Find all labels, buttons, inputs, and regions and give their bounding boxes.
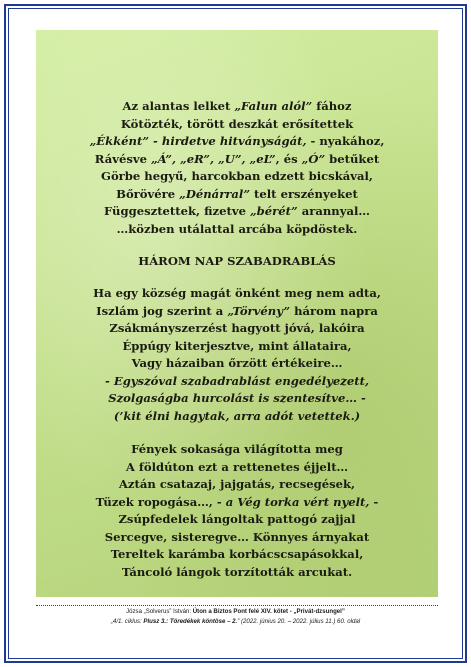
footer-divider bbox=[36, 605, 438, 606]
text-segment: Szolgaságba hurcolást is szentesítve… - bbox=[108, 391, 366, 405]
text-segment: Függesztettek, fizetve bbox=[104, 204, 251, 218]
text-segment: A földúton ezt a rettenetes éjjelt… bbox=[125, 459, 349, 474]
text-segment: Úton a Biztos Pont felé XIV. kötet - „Privát-dzsungel” bbox=[192, 608, 345, 615]
poem-line bbox=[36, 186, 438, 204]
text-segment: Plusz 3.: Töredékek köntöse – 2. bbox=[143, 617, 238, 625]
text-segment: - nyakához, bbox=[306, 134, 385, 148]
footer-line-2 bbox=[10, 617, 461, 627]
poem-line bbox=[36, 116, 438, 134]
stanza-2 bbox=[36, 285, 438, 425]
poem-line bbox=[36, 98, 438, 116]
text-segment: fához bbox=[312, 99, 352, 113]
text-segment: „Á”, „eR”, „U”, „eL” bbox=[151, 151, 276, 166]
text-segment: Fények sokasága világította meg bbox=[131, 442, 343, 456]
poem-line bbox=[36, 221, 438, 239]
text-segment: Görbe hegyű, harcokban edzett bicskával, bbox=[101, 169, 373, 183]
text-segment: „bérét” bbox=[250, 204, 298, 218]
text-segment: Iszlám jog szerint a bbox=[96, 303, 228, 318]
text-segment: Aztán csatazaj, jajgatás, recsegések, bbox=[118, 477, 356, 491]
poem-line bbox=[36, 203, 438, 221]
text-segment: „Falun alól” bbox=[234, 99, 313, 113]
poem-line bbox=[36, 511, 438, 529]
text-segment: - Egyszóval szabadrablást engedélyezett, bbox=[105, 373, 369, 388]
text-segment: Zsákmányszerzést hagyott jóvá, lakóira bbox=[109, 321, 365, 335]
text-segment: Tüzek ropogása…, - bbox=[95, 494, 226, 509]
text-segment: Józsa „Solverus” István: bbox=[126, 608, 193, 615]
stanza-3 bbox=[36, 441, 438, 581]
text-segment: , és bbox=[275, 151, 302, 166]
text-segment: „Dénárral” bbox=[179, 186, 250, 201]
text-segment: a Vég torka vért nyelt, bbox=[225, 494, 370, 509]
poem-line bbox=[36, 303, 438, 321]
text-segment: Tereltek karámba korbácscsapásokkal, bbox=[110, 547, 364, 561]
text-segment: arannyal… bbox=[297, 204, 370, 218]
text-segment: Rávésve bbox=[94, 151, 151, 166]
poem-line bbox=[36, 459, 438, 477]
poem-line bbox=[36, 546, 438, 564]
text-segment: ” (2022. június 20. – 2022. július 11.) 60. oldal bbox=[237, 617, 361, 625]
text-segment: Az alantas lelket bbox=[122, 99, 235, 113]
text-segment: - bbox=[369, 494, 379, 509]
stanza-1 bbox=[36, 98, 438, 238]
page-footer bbox=[10, 607, 461, 626]
poem-title: HÁROM NAP SZABADRABLÁS bbox=[138, 254, 336, 268]
text-segment: telt erszényeket bbox=[250, 186, 358, 201]
poem-line bbox=[36, 168, 438, 186]
text-segment: Éppúgy kiterjesztve, mint állataira, bbox=[122, 338, 352, 353]
text-segment: „Ékként” - hirdetve hitványságát, bbox=[89, 134, 307, 148]
text-segment: Vagy házaiban őrzött értékeire… bbox=[131, 356, 343, 370]
text-segment: három napra bbox=[290, 303, 378, 318]
text-segment: (’kit élni hagytak, arra adót vetettek.) bbox=[113, 408, 361, 423]
poem-line bbox=[36, 441, 438, 459]
poem-line bbox=[36, 564, 438, 582]
text-segment: betűket bbox=[325, 151, 380, 166]
poem-line bbox=[36, 373, 438, 391]
poem-line bbox=[36, 529, 438, 547]
text-segment: Bőrövére bbox=[116, 186, 180, 201]
poem-line bbox=[36, 338, 438, 356]
poem-line bbox=[36, 355, 438, 373]
poem-line bbox=[36, 476, 438, 494]
text-segment: Táncoló lángok torzították arcukat. bbox=[121, 564, 353, 579]
text-segment: „4/1. ciklus: bbox=[110, 617, 144, 625]
text-segment: Zsúpfedelek lángoltak pattogó zajjal bbox=[118, 512, 356, 526]
poem-line bbox=[36, 408, 438, 426]
poem-panel bbox=[36, 30, 438, 597]
text-segment: Ha egy község magát önként meg nem adta, bbox=[93, 286, 381, 300]
poem-line bbox=[36, 151, 438, 169]
text-segment: „Törvény” bbox=[227, 303, 291, 318]
poem-line bbox=[36, 390, 438, 408]
text-segment: Sercegve, sisteregve… Könnyes árnyakat bbox=[104, 529, 370, 544]
poem-line bbox=[36, 285, 438, 303]
poem-line bbox=[36, 494, 438, 512]
text-segment: …közben utálattal arcába köpdöstek. bbox=[116, 221, 358, 236]
poem-line bbox=[36, 320, 438, 338]
poem-line bbox=[36, 133, 438, 151]
text-segment: „Ó” bbox=[301, 151, 326, 166]
footer-line-1 bbox=[10, 607, 461, 617]
text-segment: Kötözték, törött deszkát erősítettek bbox=[120, 116, 354, 131]
